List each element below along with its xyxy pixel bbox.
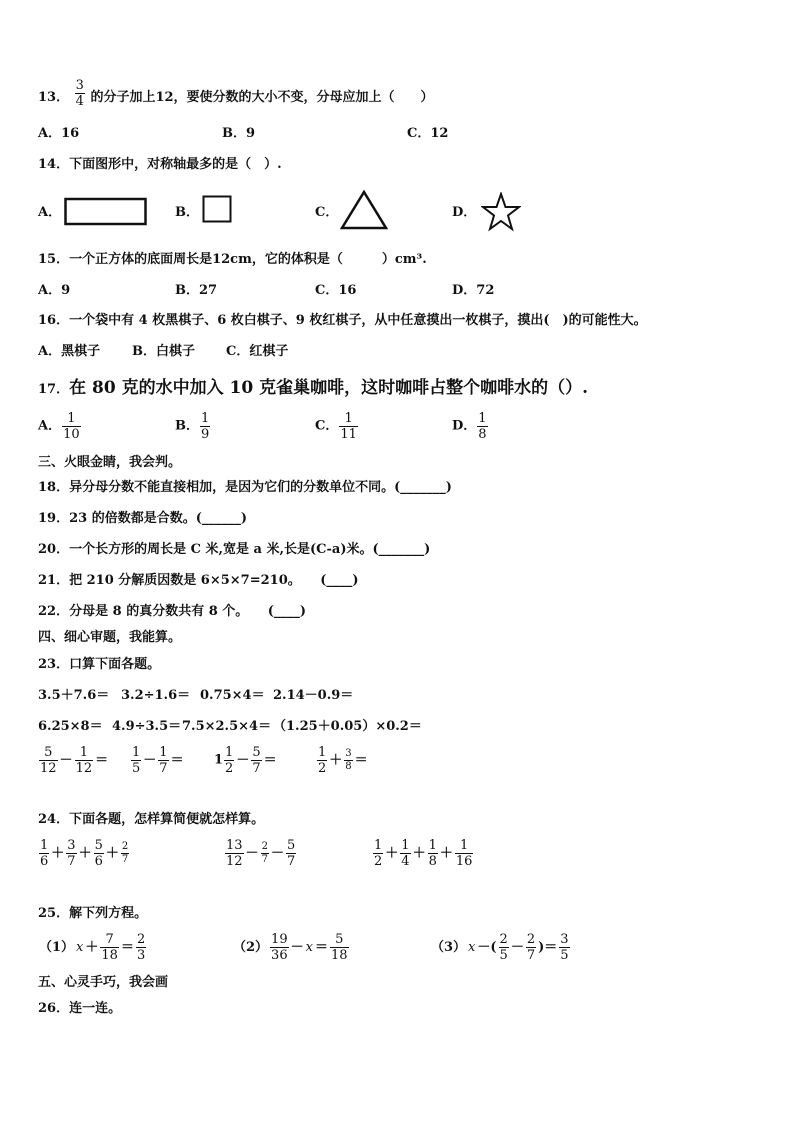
q17-option-d-fraction (477, 411, 487, 442)
triangle-icon[interactable] (340, 190, 388, 230)
star-icon[interactable] (481, 192, 521, 232)
q23-r3-c2[interactable] (130, 745, 185, 776)
frac-num: 1 (344, 411, 353, 426)
fraction (344, 748, 352, 773)
q16-text: 一个袋中有 4 枚黑棋子、6 枚白棋子、9 枚红棋子，从中任意摸出一枚棋子，摸出( )的可能性大。 (69, 313, 647, 328)
q15-text: 一个正方体的底面周长是12cm，它的体积是（ ）cm³. (69, 252, 427, 267)
q13-frac-num: 3 (75, 78, 84, 93)
operator: ＋ (78, 845, 92, 861)
equation-label: （2） (233, 939, 269, 955)
frac-num: 2 (121, 841, 129, 852)
operator: ＋ (51, 845, 65, 861)
frac-den: 7 (252, 761, 261, 776)
frac-den: 36 (271, 948, 288, 963)
q16-option-b[interactable]: B．白棋子 (132, 344, 195, 359)
fraction (286, 838, 296, 869)
fraction (100, 932, 119, 963)
q23-r2-c2[interactable]: 4.9÷3.5＝ (112, 719, 182, 734)
operator: － (143, 752, 157, 768)
frac-den: 10 (63, 427, 80, 442)
frac-den: 3 (136, 948, 146, 963)
frac-den: 12 (75, 761, 93, 776)
frac-den: 18 (330, 948, 348, 963)
frac-num: 13 (226, 838, 243, 853)
frac-den: 2 (318, 761, 327, 776)
q17-option-b[interactable] (175, 411, 211, 442)
frac-den: 11 (340, 427, 357, 442)
q23-r2-c3[interactable]: 7.5×2.5×4＝ (182, 719, 272, 734)
fraction (526, 932, 536, 963)
operator: ＋ (105, 845, 119, 861)
frac-den: 4 (401, 854, 410, 869)
q14-option-d-label[interactable]: D． (452, 205, 477, 220)
q17-option-c[interactable] (315, 411, 359, 442)
fraction (251, 745, 261, 776)
q13-option-b[interactable]: B．9 (222, 126, 256, 141)
frac-num: 1 (132, 745, 141, 760)
fraction (158, 745, 168, 776)
q13-option-c[interactable]: C．12 (407, 126, 449, 141)
operator: ＋ (412, 845, 426, 861)
q23-r2-c4[interactable]: （1.25＋0.05）×0.2＝ (273, 719, 422, 734)
frac-den: 5 (499, 948, 508, 963)
q22-line[interactable]: 22．分母是 8 的真分数共有 8 个。 (____) (38, 604, 307, 619)
operator: － (510, 939, 524, 955)
operator: －( (477, 939, 497, 955)
q17-option-d-label: D． (452, 418, 477, 434)
operator: － (245, 845, 259, 861)
q21-line[interactable]: 21．把 210 分解质因数是 6×5×7=210。 (____) (38, 573, 359, 588)
fraction (75, 745, 94, 776)
frac-num: 5 (94, 838, 103, 853)
frac-num: 1 (225, 745, 234, 760)
q14-option-b-label[interactable]: B． (175, 205, 199, 220)
fraction (94, 838, 104, 869)
q25-equation-2[interactable] (232, 932, 350, 963)
equals: ＝ (314, 939, 328, 955)
fraction (330, 932, 349, 963)
frac-num: 1 (201, 411, 210, 426)
frac-den: 6 (40, 854, 49, 869)
q13-line (38, 78, 434, 109)
q16-number: 16． (38, 313, 70, 328)
frac-num: 2 (261, 841, 268, 852)
frac-den: 7 (121, 854, 129, 865)
q23-r1-c3[interactable]: 0.75×4＝ (200, 688, 265, 703)
fraction (317, 745, 327, 776)
section-5-heading: 五、心灵手巧，我会画 (38, 975, 169, 990)
operator: )＝ (538, 939, 558, 955)
q14-text: 下面图形中，对称轴最多的是（ ）. (69, 157, 282, 172)
frac-den: 5 (560, 948, 569, 963)
q17-line (38, 377, 588, 399)
q26-line: 26．连一连。 (38, 1001, 122, 1016)
operator: － (270, 845, 284, 861)
frac-den: 6 (94, 854, 103, 869)
equation-label: （3） (431, 939, 467, 955)
operator: ＋ (439, 845, 453, 861)
q23-r3-c1[interactable] (38, 745, 109, 776)
fraction (66, 838, 76, 869)
fraction (400, 838, 410, 869)
q24-expression-2[interactable] (224, 838, 297, 869)
q13-option-a[interactable]: A．16 (38, 126, 80, 141)
square-icon[interactable] (202, 195, 233, 224)
fraction (224, 745, 234, 776)
equals: ＝ (120, 939, 134, 955)
frac-num: 5 (335, 932, 344, 947)
fraction (121, 841, 129, 866)
mixed-whole: 1 (214, 752, 224, 768)
frac-den: 9 (201, 427, 210, 442)
frac-den: 8 (478, 427, 487, 442)
frac-num: 1 (79, 745, 88, 760)
frac-den: 12 (40, 761, 57, 776)
frac-num: 1 (40, 838, 49, 853)
q15-line (38, 252, 427, 268)
frac-num: 1 (460, 838, 469, 853)
frac-num: 3 (67, 838, 76, 853)
q23-r2-c1[interactable]: 6.25×8＝ (38, 719, 103, 734)
frac-num: 1 (478, 411, 487, 426)
q17-option-d[interactable] (452, 411, 489, 442)
frac-num: 2 (526, 932, 536, 947)
frac-num: 1 (401, 838, 410, 853)
equals: ＝ (95, 752, 109, 768)
fraction (131, 745, 141, 776)
frac-num: 5 (252, 745, 261, 760)
frac-num: 1 (374, 838, 383, 853)
section-3-heading: 三、火眼金睛，我会判。 (38, 455, 182, 470)
frac-den: 12 (226, 854, 243, 869)
fraction (559, 932, 569, 963)
frac-num: 3 (345, 748, 352, 759)
frac-num: 1 (67, 411, 76, 426)
fraction (455, 838, 474, 869)
q15-option-c[interactable]: C．16 (315, 283, 357, 298)
q16-option-c[interactable]: C．红棋子 (226, 344, 289, 359)
frac-den: 2 (225, 761, 234, 776)
q25-equation-1[interactable] (38, 932, 147, 963)
q14-option-c-label[interactable]: C． (315, 205, 339, 220)
fraction (136, 932, 146, 963)
q13-number: 13． (38, 90, 70, 105)
q13-text: 的分子加上12，要使分数的大小不变，分母应加上（ ） (90, 90, 434, 105)
frac-den: 7 (526, 948, 536, 963)
q17-option-c-fraction (339, 411, 358, 442)
q23-r3-c4[interactable] (316, 745, 369, 776)
operator: ＋ (385, 845, 399, 861)
variable-x: x (468, 939, 476, 955)
equals: ＝ (263, 752, 277, 768)
frac-num: 19 (271, 932, 288, 947)
q25-equation-3[interactable] (430, 932, 571, 963)
equals: ＝ (170, 752, 184, 768)
rectangle-icon[interactable] (64, 197, 148, 227)
q20-line[interactable]: 20．一个长方形的周长是 C 米,宽是 a 米,长是(C-a)米。(_______) (38, 542, 431, 557)
q14-number: 14． (38, 157, 70, 172)
q25-title: 25．解下列方程。 (38, 906, 148, 921)
frac-num: 5 (286, 838, 296, 853)
q17-text: 在 80 克的水中加入 10 克雀巢咖啡，这时咖啡占整个咖啡水的（）. (69, 378, 588, 398)
q16-option-a[interactable]: A．黑棋子 (38, 344, 101, 359)
frac-num: 2 (136, 932, 146, 947)
equation-label: （1） (39, 939, 75, 955)
q24-expression-3[interactable] (372, 838, 474, 869)
frac-num: 2 (499, 932, 508, 947)
q14-option-a-label[interactable]: A． (38, 205, 62, 220)
fraction (39, 838, 49, 869)
frac-den: 7 (159, 761, 168, 776)
frac-num: 1 (159, 745, 168, 760)
fraction (225, 838, 244, 869)
q14-line (38, 157, 282, 173)
q17-number: 17． (38, 382, 70, 397)
fraction (373, 838, 383, 869)
frac-num: 7 (105, 932, 114, 947)
q17-option-a-label: A． (38, 418, 62, 434)
operator: ＋ (329, 752, 343, 768)
q19-line[interactable]: 19．23 的倍数都是合数。(______) (38, 511, 248, 526)
frac-den: 5 (132, 761, 141, 776)
frac-num: 1 (318, 745, 327, 760)
q17-option-b-fraction (200, 411, 210, 442)
frac-den: 8 (428, 854, 437, 869)
q13-fraction (75, 78, 85, 109)
frac-den: 8 (345, 761, 352, 772)
q24-expression-1[interactable] (38, 838, 130, 869)
q24-title: 24．下面各题，怎样算简便就怎样算。 (38, 812, 265, 827)
frac-den: 7 (67, 854, 76, 869)
q13-frac-den: 4 (75, 94, 84, 109)
equals: ＝ (354, 752, 368, 768)
section-4-heading: 四、细心审题，我能算。 (38, 630, 182, 645)
operator: ＋ (85, 939, 99, 955)
q23-r1-c4[interactable]: 2.14－0.9＝ (273, 688, 354, 703)
fraction (261, 841, 269, 866)
q17-option-c-label: C． (315, 418, 339, 434)
q23-r3-c3[interactable] (214, 745, 278, 776)
fraction (270, 932, 289, 963)
q17-option-b-label: B． (175, 418, 199, 434)
q17-option-a-fraction (62, 411, 81, 442)
operator: － (290, 939, 304, 955)
frac-num: 1 (428, 838, 437, 853)
q23-title: 23．口算下面各题。 (38, 657, 161, 672)
frac-den: 7 (261, 854, 268, 865)
frac-num: 5 (44, 745, 53, 760)
q23-r1-c2[interactable]: 3.2÷1.6＝ (121, 688, 191, 703)
fraction (428, 838, 438, 869)
q18-line[interactable]: 18．异分母分数不能直接相加，是因为它们的分数单位不同。(_______) (38, 480, 452, 495)
frac-num: 3 (560, 932, 569, 947)
operator: － (236, 752, 250, 768)
q16-line (38, 313, 647, 329)
q15-number: 15． (38, 252, 70, 267)
frac-den: 7 (286, 854, 296, 869)
frac-den: 18 (101, 948, 118, 963)
operator: － (59, 752, 73, 768)
q17-option-a[interactable] (38, 411, 82, 442)
fraction (499, 932, 509, 963)
q15-option-b[interactable]: B．27 (175, 283, 218, 298)
fraction (39, 745, 58, 776)
q15-option-d[interactable]: D．72 (452, 283, 495, 298)
q23-r1-c1[interactable]: 3.5＋7.6＝ (38, 688, 110, 703)
variable-x: x (76, 939, 84, 955)
variable-x: x (305, 939, 313, 955)
q15-option-a[interactable]: A．9 (38, 283, 71, 298)
frac-den: 16 (455, 854, 473, 869)
frac-den: 2 (374, 854, 383, 869)
